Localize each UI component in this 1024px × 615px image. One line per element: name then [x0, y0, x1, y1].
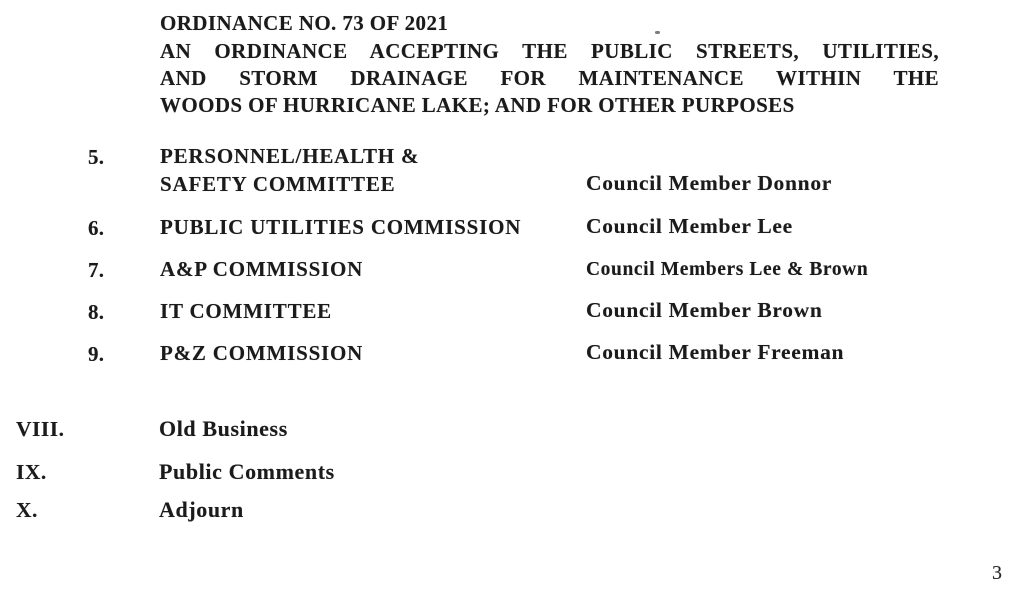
ordinance-title-line3: AND STORM DRAINAGE FOR MAINTENANCE WITHIN THE	[160, 66, 939, 90]
committee-name-line2: SAFETY COMMITTEE	[160, 172, 396, 196]
committee-name: PUBLIC UTILITIES COMMISSION	[160, 215, 522, 239]
committee-name: IT COMMITTEE	[160, 299, 332, 323]
committee-name: P&Z COMMISSION	[160, 341, 364, 365]
agenda-item-label: Adjourn	[159, 497, 244, 522]
committee-item-number: 7.	[88, 258, 105, 282]
agenda-item-label: Old Business	[159, 416, 288, 441]
committee-name-line1: PERSONNEL/HEALTH &	[160, 144, 420, 168]
agenda-item-numeral: X.	[16, 498, 38, 522]
page-number: 3	[992, 562, 1002, 584]
committee-name: A&P COMMISSION	[160, 257, 364, 281]
committee-assignee: Council Member Brown	[586, 298, 823, 322]
committee-item-number: 6.	[88, 216, 105, 240]
scan-artifact-dot	[655, 31, 660, 34]
ordinance-title-line4: WOODS OF HURRICANE LAKE; AND FOR OTHER PURPOSES	[160, 93, 795, 117]
agenda-item-label: Public Comments	[159, 459, 335, 484]
committee-item-number: 8.	[88, 300, 105, 324]
committee-assignee: Council Member Lee	[586, 214, 793, 238]
committee-item-number: 5.	[88, 145, 105, 169]
committee-item-number: 9.	[88, 342, 105, 366]
ordinance-title-line1: ORDINANCE NO. 73 OF 2021	[160, 11, 449, 35]
committee-assignee: Council Member Donnor	[586, 171, 833, 195]
committee-assignee: Council Members Lee & Brown	[586, 259, 869, 280]
agenda-item-numeral: IX.	[16, 460, 47, 484]
committee-assignee: Council Member Freeman	[586, 340, 845, 364]
agenda-item-numeral: VIII.	[16, 417, 65, 441]
ordinance-title-line2: AN ORDINANCE ACCEPTING THE PUBLIC STREETS, UTILITIES,	[160, 39, 939, 63]
